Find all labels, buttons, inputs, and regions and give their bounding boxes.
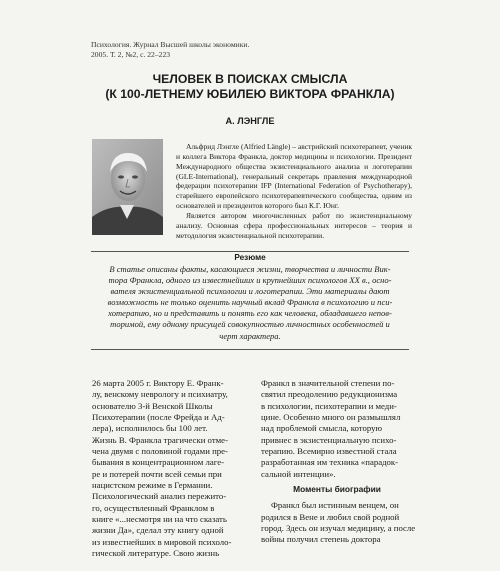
body-line: гической литературе. Свою жизнь [92, 548, 220, 559]
body-line: го, осуществленный Франклом в [92, 502, 215, 513]
abstract-line: черт характера. [219, 330, 281, 341]
abstract-line: вателя экзистенциальной психологии и логотерапии. Эти материалы дают [110, 286, 390, 297]
body-line: цине. Особенно много он размышлял [261, 412, 401, 423]
body-line: основателю 3-й Венской Школы [92, 400, 213, 411]
bio-paragraph: Альфрид Лэнгле (Alfried Längle) – австрийский психотерапевт, ученик и коллега Виктора Франкла, доктор медицины и психологии. Президент Международного общества экзистенциального анализа и логотерапии (GLE-International), генеральный секретарь правления международной федерации психотерапии IFP (International Federation of Psychotherapy), старейшего европейского психотерапевтического сообщества, одним из основателей и президентов которого был К.Г. Юнг. [176, 142, 412, 211]
abstract-line: хотерапию, но и представить и понять его как человека, обладавшего непов- [108, 308, 392, 319]
body-line: разработанная им техника «парадок- [261, 457, 399, 468]
author-name: А. ЛЭНГЛЕ [225, 116, 275, 126]
abstract-line: торимой, ему одному присущей совокупностью личностных особенностей и [110, 319, 390, 330]
abstract-line: возможность не только оценить научный вклад Франкла в психологию и пси- [107, 297, 393, 308]
body-line: лу, венскому неврологу и психиатру, [92, 389, 228, 400]
body-line: бывания в концентрационном лаге- [92, 457, 224, 468]
body-line: в психологии, психотерапии и меди- [261, 400, 397, 411]
body-line: Психотерапии (после Фрейда и Ад- [92, 412, 225, 423]
body-line: лера), исполнилось бы 100 лет. [92, 423, 208, 434]
body-line: чена двумя с половиной годами пре- [92, 446, 228, 457]
author-bio [176, 142, 412, 240]
body-line: жизни Да», сделал эту книгу одной [92, 525, 224, 536]
body-column-left [92, 378, 244, 560]
body-line: из известнейших в мировой психоло- [92, 536, 232, 547]
body-line: терапию. Всемирно известной стала [261, 446, 397, 457]
body-line: ре и потерей почти всей семьи при [92, 468, 222, 479]
abstract-text [92, 264, 408, 342]
body-line: нацистском режиме в Германии. [92, 480, 213, 491]
article-title [0, 72, 500, 102]
section-heading: Моменты биографии [293, 484, 381, 495]
body-line: привнес в экзистенциальную психо- [261, 434, 397, 445]
body-line: Жизнь В. Франкла трагически отме- [92, 434, 228, 445]
body-column-right [261, 378, 416, 546]
body-line: Франкл был истинным венцем, он [271, 500, 399, 511]
abstract-line: В статье описаны факты, касающиеся жизни, творчества и личности Вик- [109, 264, 391, 274]
journal-reference [91, 40, 391, 60]
journal-name: Психология. Журнал Высшей школы экономики. [91, 40, 250, 49]
body-line: родился в Вене и любил свой родной [261, 511, 400, 522]
title-line-1: ЧЕЛОВЕК В ПОИСКАХ СМЫСЛА [152, 72, 348, 86]
body-line: Франкл в значительной степени по- [261, 378, 395, 388]
body-line: сальной интенции». [261, 468, 336, 479]
author-photo [92, 139, 163, 235]
body-line: город. Здесь он изучал медицину, а после [261, 523, 416, 534]
body-line: над проблемой смысла, которую [261, 423, 383, 434]
body-line: Психологический анализ пережито- [92, 491, 227, 502]
bio-paragraph: Является автором многочисленных работ по экзистенциальному анализу. Основная сфера профессиональных интересов – теория и методология экзистенциальной психотерапии. [176, 210, 412, 240]
abstract-bottom-divider [91, 349, 409, 350]
body-line: святил преодолению редукционизма [261, 389, 398, 400]
journal-issue: 2005. Т. 2, №2, с. 22–223 [91, 50, 171, 59]
body-line: 26 марта 2005 г. Виктору Е. Франк- [92, 378, 224, 388]
abstract-heading: Резюме [234, 253, 266, 262]
abstract-top-divider [91, 251, 409, 252]
title-line-2: (К 100-ЛЕТНЕМУ ЮБИЛЕЮ ВИКТОРА ФРАНКЛА) [105, 87, 395, 101]
body-line: книге «...несмотря ни на что сказать [92, 514, 227, 525]
body-line: войны получил степень доктора [261, 534, 381, 545]
abstract-line: тора Франкла, одного из известнейших и крупнейших психологов ХХ в., осно- [108, 275, 392, 286]
